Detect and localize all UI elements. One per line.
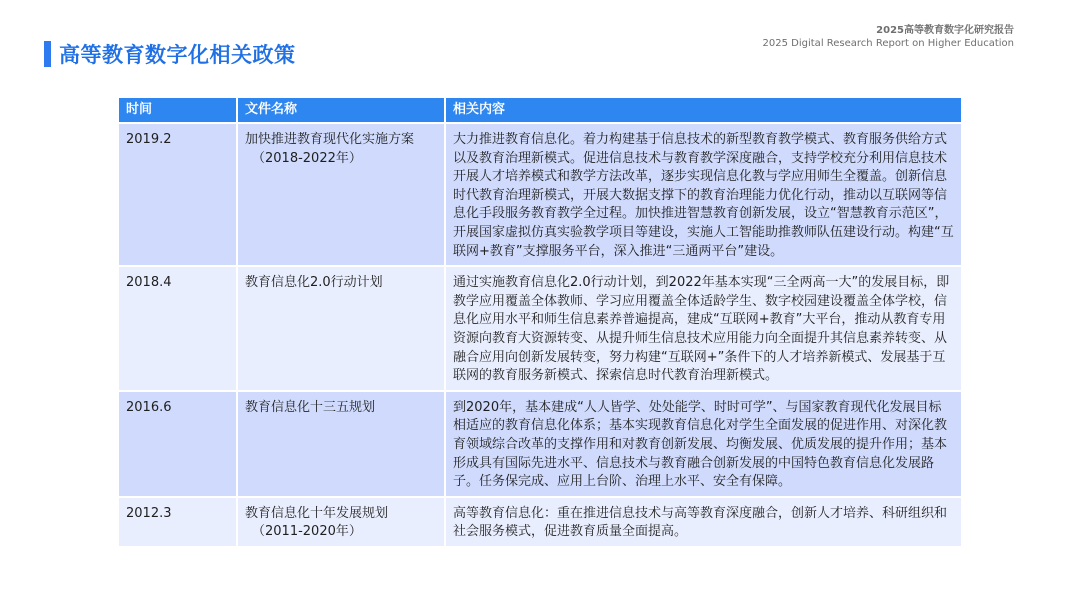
cell-content: 高等教育信息化：重在推进信息技术与高等教育深度融合，创新人才培养、科研组织和社会服务模式，促进教育质量全面提高。 (445, 497, 961, 546)
cell-name (237, 497, 445, 546)
cell-content: 到2020年，基本建成“人人皆学、处处能学、时时可学”、与国家教育现代化发展目标相适应的教育信息化体系；基本实现教育信息化对学生全面发展的促进作用、对深化教育领域综合改革的支撑作用和对教育创新发展、均衡发展、优质发展的提升作用；基本形成具有国际先进水平、信息技术与教育融合创新发展的中国特色教育信息化发展路子。任务保完成、应用上台阶、治理上水平、安全有保障。 (445, 391, 961, 497)
table-row (119, 391, 961, 497)
column-header-content: 相关内容 (445, 98, 961, 123)
column-header-time: 时间 (119, 98, 237, 123)
page-title-block (44, 40, 296, 68)
policy-name-sub: （2011-2020年） (252, 524, 362, 540)
cell-time: 2018.4 (119, 266, 237, 391)
column-header-name: 文件名称 (237, 98, 445, 123)
cell-name (237, 266, 445, 391)
report-title-en: 2025 Digital Research Report on Higher Education (762, 38, 1014, 49)
cell-time: 2019.2 (119, 123, 237, 266)
table-header-row (119, 98, 961, 123)
policy-name: 教育信息化2.0行动计划 (245, 275, 383, 291)
policy-name-sub: （2018-2022年） (252, 150, 362, 166)
cell-name (237, 391, 445, 497)
table-row (119, 266, 961, 391)
table-row (119, 123, 961, 266)
policy-name: 加快推进教育现代化实施方案 (245, 132, 415, 147)
policy-name: 教育信息化十年发展规划 (245, 505, 389, 521)
report-title-cn: 2025高等教育数字化研究报告 (876, 25, 1014, 36)
page-title: 高等教育数字化相关政策 (59, 43, 296, 67)
cell-content: 通过实施教育信息化2.0行动计划，到2022年基本实现“三全两高一大”的发展目标，即教学应用覆盖全体教师、学习应用覆盖全体适龄学生、数字校园建设覆盖全体学校，信息化应用水平和师生信息素养普遍提高，建成“互联网+教育”大平台，推动从教育专用资源向教育大资源转变、从提升师生信息技术应用能力向全面提升其信息素养转变、从融合应用向创新发展转变，努力构建“互联网+”条件下的人才培养新模式、发展基于互联网的教育服务新模式、探索信息时代教育治理新模式。 (445, 266, 961, 391)
policy-name: 教育信息化十三五规划 (245, 399, 376, 415)
title-accent-bar (44, 41, 51, 67)
cell-name (237, 123, 445, 266)
cell-content: 大力推进教育信息化。着力构建基于信息技术的新型教育教学模式、教育服务供给方式以及教育治理新模式。促进信息技术与教育教学深度融合，支持学校充分利用信息技术开展人才培养模式和教学方法改革，逐步实现信息化教与学应用师生全覆盖。创新信息时代教育治理新模式，开展大数据支撑下的教育治理能力优化行动，推动以互联网等信息化手段服务教育教学全过程。加快推进智慧教育创新发展，设立“智慧教育示范区”，开展国家虚拟仿真实验教学项目等建设，实施人工智能助推教师队伍建设行动。构建“互联网+教育”支撑服务平台，深入推进“三通两平台”建设。 (445, 123, 961, 266)
report-header (763, 24, 1014, 50)
cell-time: 2016.6 (119, 391, 237, 497)
table-row (119, 497, 961, 546)
policy-table (119, 98, 961, 546)
cell-time: 2012.3 (119, 497, 237, 546)
